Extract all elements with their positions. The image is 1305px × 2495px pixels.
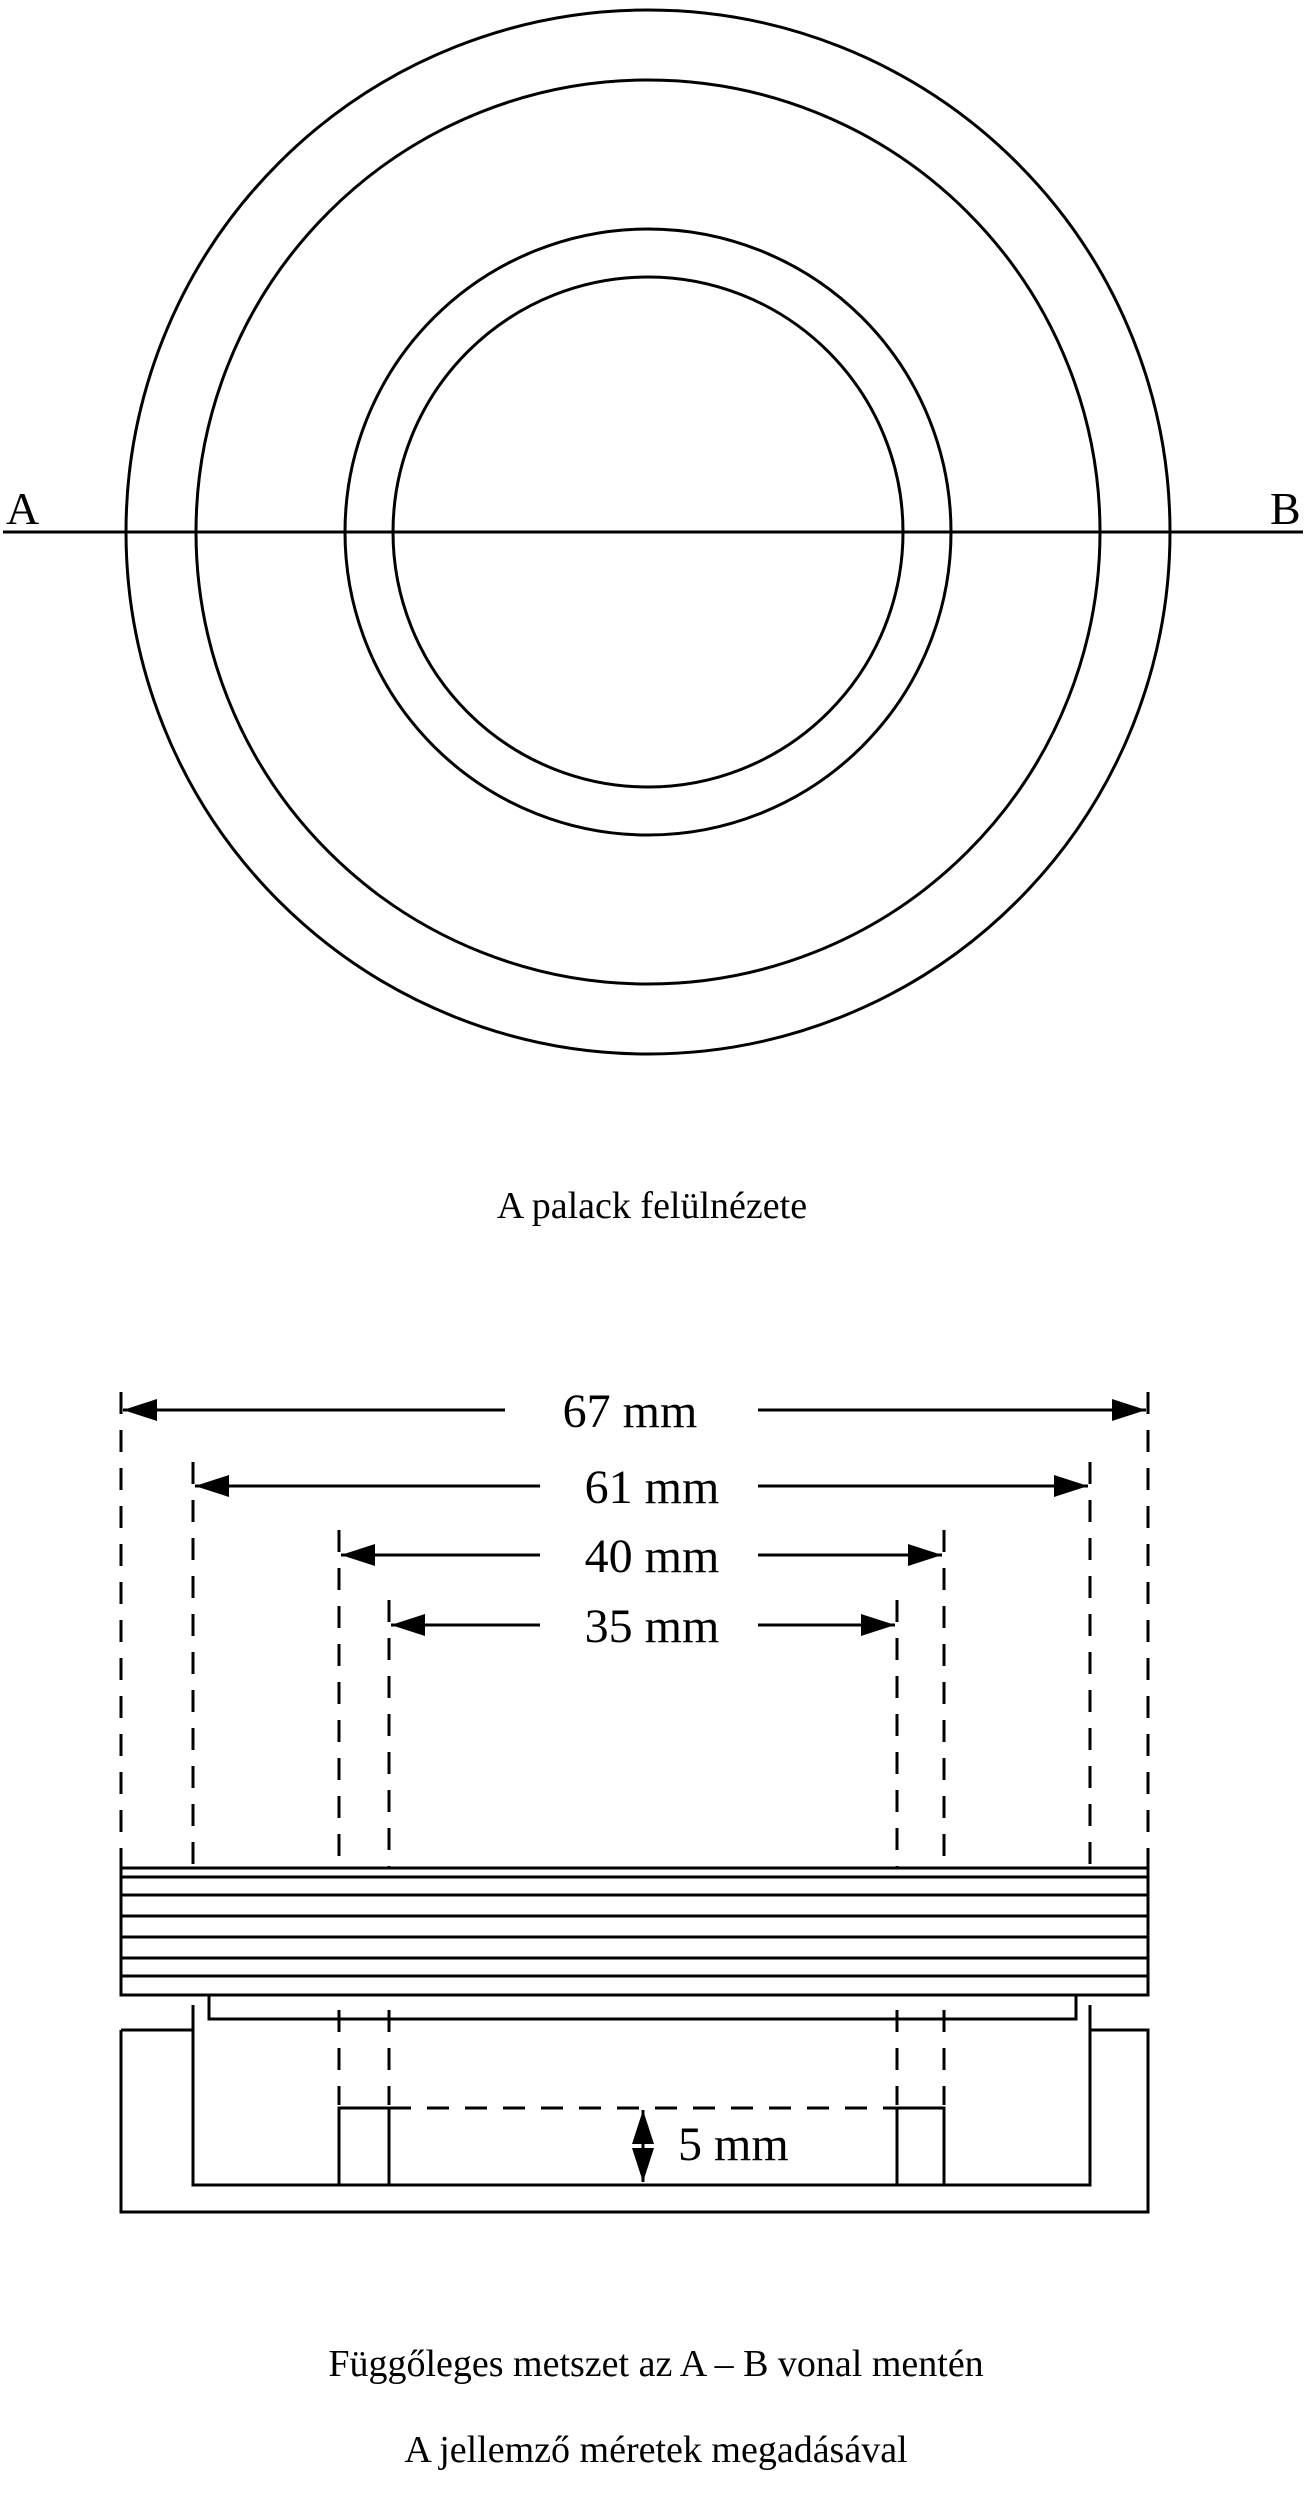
inner-block-right [897, 2108, 944, 2185]
section-caption-line2: A jellemző méretek megadásával [404, 2429, 908, 2471]
section-view [121, 1385, 1148, 2471]
top-view-caption: A palack felülnézete [496, 1185, 808, 1227]
dimension-lines [123, 1410, 1146, 2182]
point-b-label: B [1270, 483, 1301, 534]
point-a-label: A [6, 483, 40, 534]
section-caption-line1: Függőleges metszet az A – B vonal mentén [328, 2343, 984, 2385]
dim-label-5mm: 5 mm [678, 2118, 789, 2171]
dim-label-40: 40 mm [584, 1530, 720, 1583]
dim-label-67: 67 mm [562, 1385, 698, 1438]
top-view [3, 10, 1303, 1227]
lid-plates [121, 1868, 1148, 1995]
dim-label-61: 61 mm [584, 1461, 720, 1514]
inner-block-left [339, 2108, 389, 2185]
dim-label-35: 35 mm [584, 1600, 720, 1653]
